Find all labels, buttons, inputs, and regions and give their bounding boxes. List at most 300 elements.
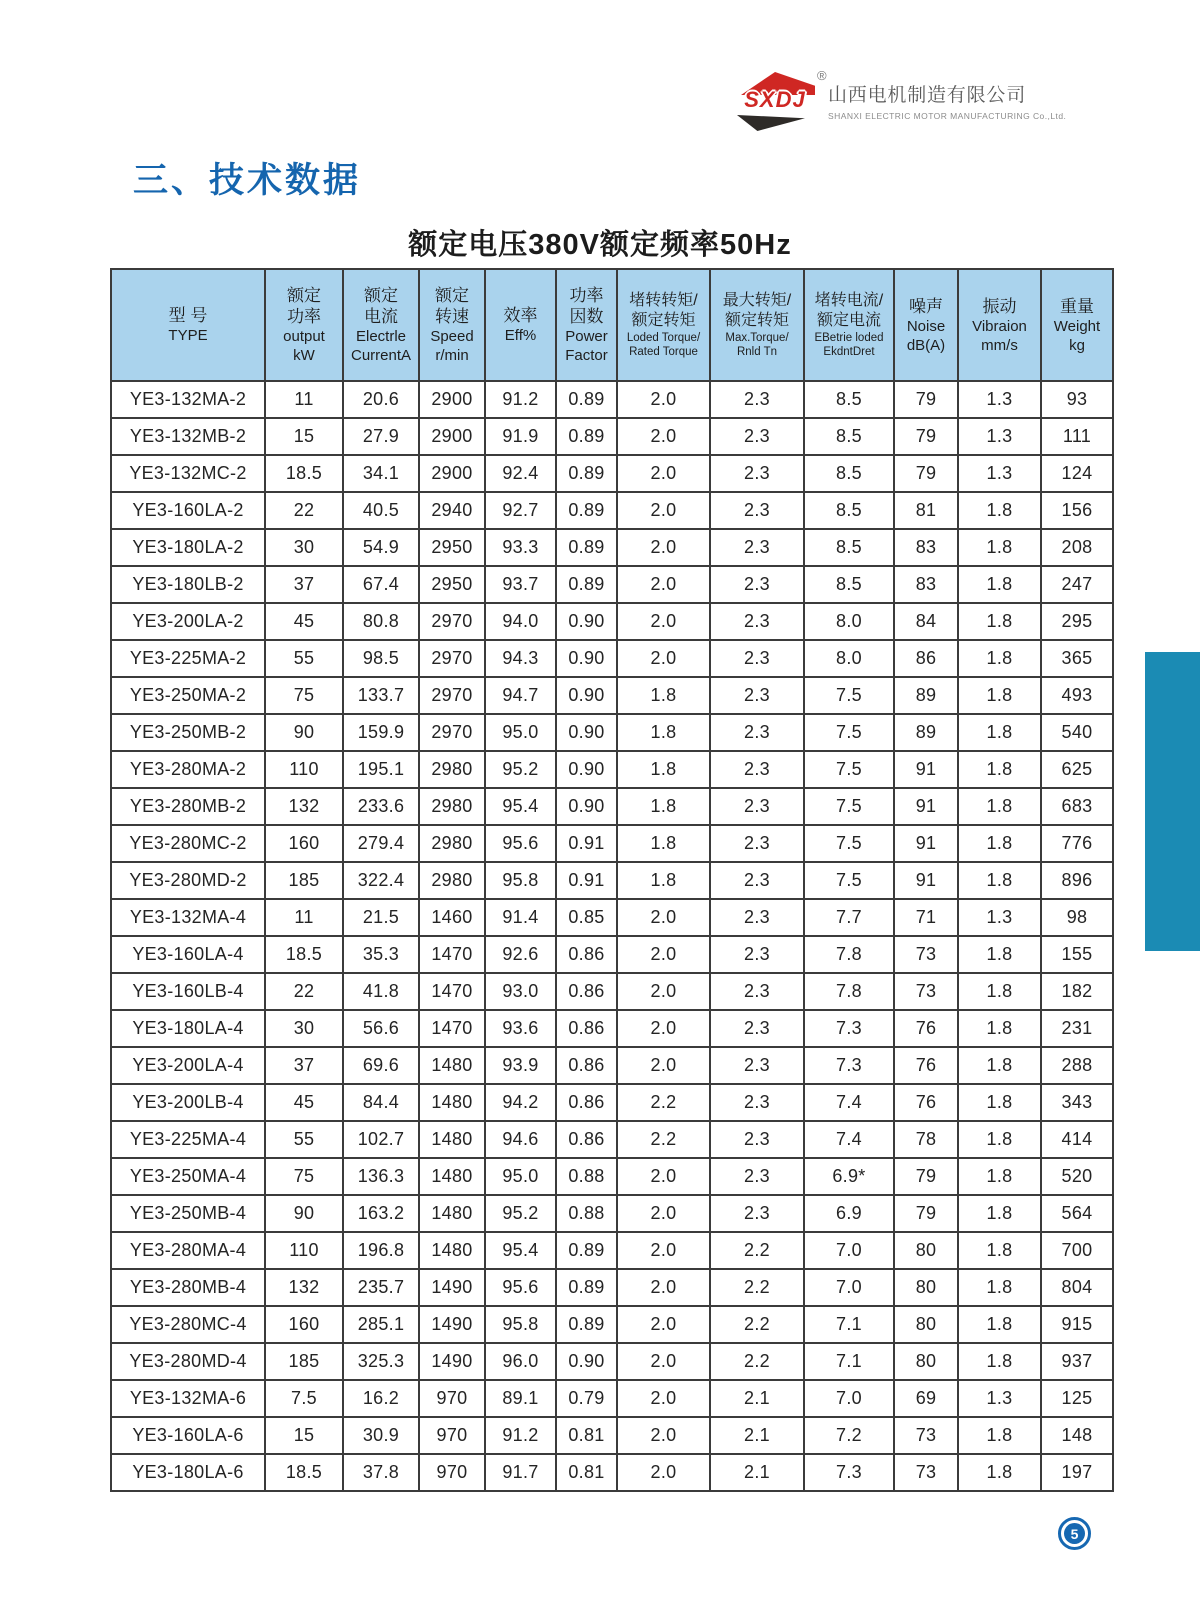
cell-max-torque-ratio: 2.1 bbox=[710, 1417, 804, 1454]
cell-max-torque-ratio: 2.2 bbox=[710, 1343, 804, 1380]
cell-max-torque-ratio: 2.3 bbox=[710, 1047, 804, 1084]
cell-weight: 414 bbox=[1041, 1121, 1113, 1158]
cell-locked-current-ratio: 7.8 bbox=[804, 936, 894, 973]
cell-power-factor: 0.90 bbox=[556, 677, 617, 714]
cell-efficiency: 95.0 bbox=[485, 1158, 556, 1195]
cell-locked-current-ratio: 7.0 bbox=[804, 1380, 894, 1417]
cell-locked-torque-ratio: 2.0 bbox=[617, 1269, 710, 1306]
cell-efficiency: 93.6 bbox=[485, 1010, 556, 1047]
cell-locked-torque-ratio: 2.0 bbox=[617, 1047, 710, 1084]
cell-power-factor: 0.81 bbox=[556, 1417, 617, 1454]
cell-noise: 89 bbox=[894, 677, 958, 714]
cell-rated-current: 40.5 bbox=[343, 492, 419, 529]
cell-rated-current: 235.7 bbox=[343, 1269, 419, 1306]
cell-locked-current-ratio: 8.5 bbox=[804, 381, 894, 418]
cell-rated-speed: 2970 bbox=[419, 640, 485, 677]
cell-weight: 197 bbox=[1041, 1454, 1113, 1491]
cell-noise: 91 bbox=[894, 751, 958, 788]
cell-noise: 86 bbox=[894, 640, 958, 677]
cell-noise: 69 bbox=[894, 1380, 958, 1417]
column-header-rated-speed: 额定 转速 Speed r/min bbox=[419, 269, 485, 381]
cell-locked-torque-ratio: 2.0 bbox=[617, 936, 710, 973]
cell-type: YE3-200LA-2 bbox=[111, 603, 265, 640]
cell-efficiency: 95.4 bbox=[485, 788, 556, 825]
cell-noise: 80 bbox=[894, 1269, 958, 1306]
cell-rated-speed: 1480 bbox=[419, 1121, 485, 1158]
cell-type: YE3-200LB-4 bbox=[111, 1084, 265, 1121]
cell-type: YE3-132MA-6 bbox=[111, 1380, 265, 1417]
cell-power-factor: 0.90 bbox=[556, 751, 617, 788]
cell-rated-speed: 2900 bbox=[419, 381, 485, 418]
cell-noise: 73 bbox=[894, 1454, 958, 1491]
cell-efficiency: 93.7 bbox=[485, 566, 556, 603]
cell-noise: 91 bbox=[894, 862, 958, 899]
cell-max-torque-ratio: 2.2 bbox=[710, 1269, 804, 1306]
table-row bbox=[111, 381, 1113, 418]
cell-noise: 80 bbox=[894, 1232, 958, 1269]
cell-rated-current: 325.3 bbox=[343, 1343, 419, 1380]
cell-rated-speed: 2980 bbox=[419, 825, 485, 862]
cell-type: YE3-280MD-2 bbox=[111, 862, 265, 899]
cell-type: YE3-180LB-2 bbox=[111, 566, 265, 603]
cell-power-factor: 0.89 bbox=[556, 1232, 617, 1269]
table-row bbox=[111, 862, 1113, 899]
column-header-type: 型 号 TYPE bbox=[111, 269, 265, 381]
cell-power-factor: 0.89 bbox=[556, 1306, 617, 1343]
cell-rated-power: 18.5 bbox=[265, 936, 343, 973]
cell-vibration: 1.8 bbox=[958, 862, 1041, 899]
cell-rated-speed: 1470 bbox=[419, 1010, 485, 1047]
cell-noise: 79 bbox=[894, 418, 958, 455]
cell-locked-current-ratio: 8.0 bbox=[804, 640, 894, 677]
cell-efficiency: 95.2 bbox=[485, 1195, 556, 1232]
cell-rated-power: 185 bbox=[265, 1343, 343, 1380]
cell-rated-current: 102.7 bbox=[343, 1121, 419, 1158]
cell-efficiency: 95.0 bbox=[485, 714, 556, 751]
cell-weight: 683 bbox=[1041, 788, 1113, 825]
cell-noise: 89 bbox=[894, 714, 958, 751]
cell-power-factor: 0.90 bbox=[556, 1343, 617, 1380]
cell-max-torque-ratio: 2.3 bbox=[710, 862, 804, 899]
cell-rated-power: 160 bbox=[265, 1306, 343, 1343]
cell-rated-speed: 2940 bbox=[419, 492, 485, 529]
cell-rated-power: 132 bbox=[265, 1269, 343, 1306]
cell-max-torque-ratio: 2.3 bbox=[710, 418, 804, 455]
cell-locked-torque-ratio: 2.0 bbox=[617, 1010, 710, 1047]
section-title: 三、技术数据 bbox=[133, 161, 362, 200]
cell-locked-current-ratio: 8.0 bbox=[804, 603, 894, 640]
cell-vibration: 1.8 bbox=[958, 1343, 1041, 1380]
cell-rated-power: 75 bbox=[265, 1158, 343, 1195]
cell-rated-current: 195.1 bbox=[343, 751, 419, 788]
cell-power-factor: 0.88 bbox=[556, 1158, 617, 1195]
company-name-cn: 山西电机制造有限公司 bbox=[828, 85, 1027, 106]
cell-power-factor: 0.89 bbox=[556, 529, 617, 566]
cell-vibration: 1.8 bbox=[958, 825, 1041, 862]
cell-noise: 71 bbox=[894, 899, 958, 936]
cell-noise: 78 bbox=[894, 1121, 958, 1158]
cell-max-torque-ratio: 2.3 bbox=[710, 566, 804, 603]
cell-locked-torque-ratio: 2.0 bbox=[617, 1454, 710, 1491]
table-row bbox=[111, 973, 1113, 1010]
cell-efficiency: 91.4 bbox=[485, 899, 556, 936]
cell-locked-torque-ratio: 1.8 bbox=[617, 862, 710, 899]
cell-rated-power: 110 bbox=[265, 751, 343, 788]
cell-rated-current: 69.6 bbox=[343, 1047, 419, 1084]
table-row bbox=[111, 1417, 1113, 1454]
cell-type: YE3-160LB-4 bbox=[111, 973, 265, 1010]
cell-max-torque-ratio: 2.3 bbox=[710, 1010, 804, 1047]
cell-locked-current-ratio: 7.0 bbox=[804, 1269, 894, 1306]
cell-efficiency: 93.0 bbox=[485, 973, 556, 1010]
cell-type: YE3-250MB-4 bbox=[111, 1195, 265, 1232]
cell-noise: 79 bbox=[894, 1195, 958, 1232]
cell-weight: 182 bbox=[1041, 973, 1113, 1010]
cell-locked-current-ratio: 8.5 bbox=[804, 529, 894, 566]
cell-rated-speed: 1470 bbox=[419, 936, 485, 973]
cell-rated-current: 30.9 bbox=[343, 1417, 419, 1454]
cell-locked-torque-ratio: 1.8 bbox=[617, 825, 710, 862]
cell-type: YE3-280MA-2 bbox=[111, 751, 265, 788]
cell-rated-current: 16.2 bbox=[343, 1380, 419, 1417]
table-row bbox=[111, 825, 1113, 862]
cell-type: YE3-132MA-2 bbox=[111, 381, 265, 418]
cell-type: YE3-280MA-4 bbox=[111, 1232, 265, 1269]
cell-rated-current: 67.4 bbox=[343, 566, 419, 603]
cell-rated-speed: 2950 bbox=[419, 566, 485, 603]
cell-type: YE3-180LA-6 bbox=[111, 1454, 265, 1491]
cell-rated-speed: 2970 bbox=[419, 677, 485, 714]
cell-rated-current: 84.4 bbox=[343, 1084, 419, 1121]
cell-max-torque-ratio: 2.3 bbox=[710, 1195, 804, 1232]
cell-locked-torque-ratio: 2.0 bbox=[617, 1158, 710, 1195]
cell-rated-current: 35.3 bbox=[343, 936, 419, 973]
cell-weight: 288 bbox=[1041, 1047, 1113, 1084]
cell-weight: 148 bbox=[1041, 1417, 1113, 1454]
cell-efficiency: 93.3 bbox=[485, 529, 556, 566]
table-row bbox=[111, 1084, 1113, 1121]
cell-rated-current: 27.9 bbox=[343, 418, 419, 455]
cell-power-factor: 0.85 bbox=[556, 899, 617, 936]
cell-noise: 83 bbox=[894, 529, 958, 566]
cell-vibration: 1.8 bbox=[958, 1232, 1041, 1269]
cell-weight: 125 bbox=[1041, 1380, 1113, 1417]
cell-power-factor: 0.86 bbox=[556, 1010, 617, 1047]
cell-type: YE3-225MA-2 bbox=[111, 640, 265, 677]
cell-rated-power: 15 bbox=[265, 1417, 343, 1454]
cell-power-factor: 0.90 bbox=[556, 788, 617, 825]
cell-locked-torque-ratio: 2.0 bbox=[617, 1380, 710, 1417]
cell-weight: 111 bbox=[1041, 418, 1113, 455]
table-row bbox=[111, 751, 1113, 788]
cell-type: YE3-250MB-2 bbox=[111, 714, 265, 751]
cell-efficiency: 92.4 bbox=[485, 455, 556, 492]
cell-power-factor: 0.86 bbox=[556, 973, 617, 1010]
cell-max-torque-ratio: 2.3 bbox=[710, 677, 804, 714]
cell-vibration: 1.8 bbox=[958, 751, 1041, 788]
cell-weight: 915 bbox=[1041, 1306, 1113, 1343]
cell-max-torque-ratio: 2.3 bbox=[710, 1084, 804, 1121]
cell-weight: 155 bbox=[1041, 936, 1113, 973]
table-row bbox=[111, 418, 1113, 455]
table-row bbox=[111, 1380, 1113, 1417]
cell-rated-power: 18.5 bbox=[265, 1454, 343, 1491]
table-row bbox=[111, 492, 1113, 529]
table-row bbox=[111, 1121, 1113, 1158]
cell-noise: 80 bbox=[894, 1306, 958, 1343]
column-header-locked-torque-ratio: 堵转转矩/ 额定转矩 Loded Torque/ Rated Torque bbox=[617, 269, 710, 381]
cell-rated-current: 54.9 bbox=[343, 529, 419, 566]
cell-rated-power: 132 bbox=[265, 788, 343, 825]
table-row bbox=[111, 677, 1113, 714]
cell-noise: 91 bbox=[894, 825, 958, 862]
cell-efficiency: 96.0 bbox=[485, 1343, 556, 1380]
cell-weight: 247 bbox=[1041, 566, 1113, 603]
cell-locked-torque-ratio: 2.0 bbox=[617, 1195, 710, 1232]
cell-locked-current-ratio: 8.5 bbox=[804, 566, 894, 603]
cell-noise: 73 bbox=[894, 1417, 958, 1454]
cell-rated-power: 7.5 bbox=[265, 1380, 343, 1417]
cell-max-torque-ratio: 2.3 bbox=[710, 825, 804, 862]
table-row bbox=[111, 1306, 1113, 1343]
cell-vibration: 1.8 bbox=[958, 492, 1041, 529]
cell-efficiency: 91.9 bbox=[485, 418, 556, 455]
cell-efficiency: 94.7 bbox=[485, 677, 556, 714]
cell-weight: 493 bbox=[1041, 677, 1113, 714]
table-row bbox=[111, 936, 1113, 973]
cell-type: YE3-132MA-4 bbox=[111, 899, 265, 936]
cell-vibration: 1.8 bbox=[958, 1269, 1041, 1306]
cell-rated-power: 18.5 bbox=[265, 455, 343, 492]
cell-vibration: 1.8 bbox=[958, 714, 1041, 751]
cell-max-torque-ratio: 2.1 bbox=[710, 1380, 804, 1417]
cell-power-factor: 0.91 bbox=[556, 825, 617, 862]
cell-noise: 83 bbox=[894, 566, 958, 603]
cell-max-torque-ratio: 2.3 bbox=[710, 1121, 804, 1158]
cell-locked-torque-ratio: 1.8 bbox=[617, 677, 710, 714]
table-row bbox=[111, 529, 1113, 566]
table-row bbox=[111, 1010, 1113, 1047]
cell-locked-current-ratio: 7.3 bbox=[804, 1047, 894, 1084]
cell-rated-power: 30 bbox=[265, 1010, 343, 1047]
cell-rated-power: 110 bbox=[265, 1232, 343, 1269]
cell-rated-power: 22 bbox=[265, 492, 343, 529]
cell-locked-torque-ratio: 2.2 bbox=[617, 1084, 710, 1121]
cell-rated-speed: 1470 bbox=[419, 973, 485, 1010]
cell-efficiency: 95.4 bbox=[485, 1232, 556, 1269]
cell-noise: 76 bbox=[894, 1010, 958, 1047]
table-row bbox=[111, 788, 1113, 825]
cell-power-factor: 0.90 bbox=[556, 640, 617, 677]
cell-max-torque-ratio: 2.3 bbox=[710, 1158, 804, 1195]
cell-weight: 776 bbox=[1041, 825, 1113, 862]
cell-noise: 73 bbox=[894, 936, 958, 973]
cell-rated-speed: 2900 bbox=[419, 418, 485, 455]
cell-locked-current-ratio: 7.2 bbox=[804, 1417, 894, 1454]
table-row bbox=[111, 603, 1113, 640]
cell-power-factor: 0.81 bbox=[556, 1454, 617, 1491]
cell-rated-power: 45 bbox=[265, 1084, 343, 1121]
cell-rated-power: 90 bbox=[265, 714, 343, 751]
cell-rated-current: 56.6 bbox=[343, 1010, 419, 1047]
cell-rated-current: 279.4 bbox=[343, 825, 419, 862]
cell-noise: 79 bbox=[894, 1158, 958, 1195]
cell-power-factor: 0.79 bbox=[556, 1380, 617, 1417]
cell-vibration: 1.3 bbox=[958, 381, 1041, 418]
cell-rated-speed: 1490 bbox=[419, 1269, 485, 1306]
cell-vibration: 1.8 bbox=[958, 788, 1041, 825]
cell-type: YE3-280MD-4 bbox=[111, 1343, 265, 1380]
cell-max-torque-ratio: 2.3 bbox=[710, 455, 804, 492]
cell-vibration: 1.8 bbox=[958, 1010, 1041, 1047]
cell-max-torque-ratio: 2.3 bbox=[710, 936, 804, 973]
cell-locked-torque-ratio: 2.0 bbox=[617, 1343, 710, 1380]
cell-locked-torque-ratio: 2.0 bbox=[617, 899, 710, 936]
cell-locked-torque-ratio: 1.8 bbox=[617, 714, 710, 751]
cell-weight: 804 bbox=[1041, 1269, 1113, 1306]
cell-efficiency: 92.6 bbox=[485, 936, 556, 973]
column-header-locked-current-ratio: 堵转电流/ 额定电流 EBetrie loded EkdntDret bbox=[804, 269, 894, 381]
cell-noise: 79 bbox=[894, 381, 958, 418]
cell-type: YE3-180LA-2 bbox=[111, 529, 265, 566]
cell-rated-power: 75 bbox=[265, 677, 343, 714]
cell-efficiency: 95.8 bbox=[485, 862, 556, 899]
cell-power-factor: 0.91 bbox=[556, 862, 617, 899]
cell-rated-speed: 970 bbox=[419, 1454, 485, 1491]
table-row bbox=[111, 1269, 1113, 1306]
cell-max-torque-ratio: 2.2 bbox=[710, 1306, 804, 1343]
cell-max-torque-ratio: 2.3 bbox=[710, 973, 804, 1010]
cell-efficiency: 91.2 bbox=[485, 381, 556, 418]
cell-rated-power: 11 bbox=[265, 381, 343, 418]
cell-locked-torque-ratio: 2.0 bbox=[617, 418, 710, 455]
cell-locked-torque-ratio: 2.0 bbox=[617, 566, 710, 603]
cell-weight: 896 bbox=[1041, 862, 1113, 899]
cell-efficiency: 95.8 bbox=[485, 1306, 556, 1343]
cell-rated-current: 133.7 bbox=[343, 677, 419, 714]
cell-locked-current-ratio: 7.4 bbox=[804, 1084, 894, 1121]
table-subtitle: 额定电压380V额定频率50Hz bbox=[408, 229, 792, 261]
cell-locked-current-ratio: 8.5 bbox=[804, 418, 894, 455]
cell-power-factor: 0.90 bbox=[556, 714, 617, 751]
cell-efficiency: 89.1 bbox=[485, 1380, 556, 1417]
cell-max-torque-ratio: 2.1 bbox=[710, 1454, 804, 1491]
cell-weight: 343 bbox=[1041, 1084, 1113, 1121]
cell-type: YE3-250MA-2 bbox=[111, 677, 265, 714]
column-header-efficiency: 效率 Eff% bbox=[485, 269, 556, 381]
cell-rated-power: 45 bbox=[265, 603, 343, 640]
cell-locked-torque-ratio: 2.0 bbox=[617, 529, 710, 566]
table-row bbox=[111, 455, 1113, 492]
cell-locked-current-ratio: 7.7 bbox=[804, 899, 894, 936]
cell-vibration: 1.3 bbox=[958, 455, 1041, 492]
cell-locked-current-ratio: 7.5 bbox=[804, 714, 894, 751]
cell-vibration: 1.8 bbox=[958, 1084, 1041, 1121]
cell-locked-torque-ratio: 2.0 bbox=[617, 603, 710, 640]
table-row bbox=[111, 1454, 1113, 1491]
cell-vibration: 1.3 bbox=[958, 418, 1041, 455]
cell-vibration: 1.3 bbox=[958, 899, 1041, 936]
cell-locked-current-ratio: 7.5 bbox=[804, 862, 894, 899]
cell-weight: 98 bbox=[1041, 899, 1113, 936]
cell-locked-current-ratio: 7.5 bbox=[804, 788, 894, 825]
column-header-weight: 重量 Weight kg bbox=[1041, 269, 1113, 381]
cell-type: YE3-160LA-6 bbox=[111, 1417, 265, 1454]
cell-vibration: 1.8 bbox=[958, 1158, 1041, 1195]
cell-noise: 80 bbox=[894, 1343, 958, 1380]
cell-noise: 76 bbox=[894, 1084, 958, 1121]
cell-rated-speed: 970 bbox=[419, 1380, 485, 1417]
cell-type: YE3-280MC-4 bbox=[111, 1306, 265, 1343]
cell-weight: 540 bbox=[1041, 714, 1113, 751]
cell-efficiency: 95.2 bbox=[485, 751, 556, 788]
cell-weight: 295 bbox=[1041, 603, 1113, 640]
cell-rated-current: 322.4 bbox=[343, 862, 419, 899]
cell-rated-current: 98.5 bbox=[343, 640, 419, 677]
cell-rated-current: 41.8 bbox=[343, 973, 419, 1010]
cell-locked-torque-ratio: 1.8 bbox=[617, 788, 710, 825]
motor-spec-table bbox=[110, 268, 1114, 1492]
cell-rated-current: 196.8 bbox=[343, 1232, 419, 1269]
cell-rated-speed: 1490 bbox=[419, 1306, 485, 1343]
cell-type: YE3-225MA-4 bbox=[111, 1121, 265, 1158]
cell-rated-power: 30 bbox=[265, 529, 343, 566]
cell-weight: 124 bbox=[1041, 455, 1113, 492]
cell-locked-current-ratio: 7.1 bbox=[804, 1343, 894, 1380]
cell-rated-speed: 2970 bbox=[419, 714, 485, 751]
table-row bbox=[111, 566, 1113, 603]
cell-vibration: 1.8 bbox=[958, 529, 1041, 566]
cell-rated-speed: 1480 bbox=[419, 1195, 485, 1232]
cell-power-factor: 0.89 bbox=[556, 418, 617, 455]
cell-type: YE3-280MB-4 bbox=[111, 1269, 265, 1306]
cell-locked-torque-ratio: 2.0 bbox=[617, 1306, 710, 1343]
cell-vibration: 1.8 bbox=[958, 566, 1041, 603]
company-brand bbox=[828, 80, 1066, 121]
cell-rated-speed: 2970 bbox=[419, 603, 485, 640]
cell-rated-current: 20.6 bbox=[343, 381, 419, 418]
cell-efficiency: 91.7 bbox=[485, 1454, 556, 1491]
cell-efficiency: 95.6 bbox=[485, 1269, 556, 1306]
cell-rated-power: 37 bbox=[265, 566, 343, 603]
cell-locked-torque-ratio: 2.0 bbox=[617, 973, 710, 1010]
cell-weight: 937 bbox=[1041, 1343, 1113, 1380]
cell-rated-current: 34.1 bbox=[343, 455, 419, 492]
cell-vibration: 1.8 bbox=[958, 1047, 1041, 1084]
page-number: 5 bbox=[1064, 1523, 1085, 1544]
cell-efficiency: 91.2 bbox=[485, 1417, 556, 1454]
cell-weight: 520 bbox=[1041, 1158, 1113, 1195]
cell-power-factor: 0.89 bbox=[556, 566, 617, 603]
cell-vibration: 1.8 bbox=[958, 1195, 1041, 1232]
cell-power-factor: 0.89 bbox=[556, 455, 617, 492]
cell-locked-current-ratio: 7.4 bbox=[804, 1121, 894, 1158]
cell-noise: 81 bbox=[894, 492, 958, 529]
spec-table-body bbox=[111, 381, 1113, 1491]
cell-max-torque-ratio: 2.3 bbox=[710, 603, 804, 640]
cell-weight: 208 bbox=[1041, 529, 1113, 566]
cell-vibration: 1.8 bbox=[958, 973, 1041, 1010]
cell-max-torque-ratio: 2.3 bbox=[710, 529, 804, 566]
page-number-badge bbox=[1058, 1517, 1091, 1550]
cell-locked-current-ratio: 7.3 bbox=[804, 1010, 894, 1047]
column-header-max-torque-ratio: 最大转矩/ 额定转矩 Max.Torque/ Rnld Tn bbox=[710, 269, 804, 381]
cell-locked-current-ratio: 8.5 bbox=[804, 492, 894, 529]
cell-type: YE3-180LA-4 bbox=[111, 1010, 265, 1047]
cell-rated-current: 37.8 bbox=[343, 1454, 419, 1491]
cell-locked-torque-ratio: 2.0 bbox=[617, 1232, 710, 1269]
side-tab bbox=[1145, 652, 1200, 951]
